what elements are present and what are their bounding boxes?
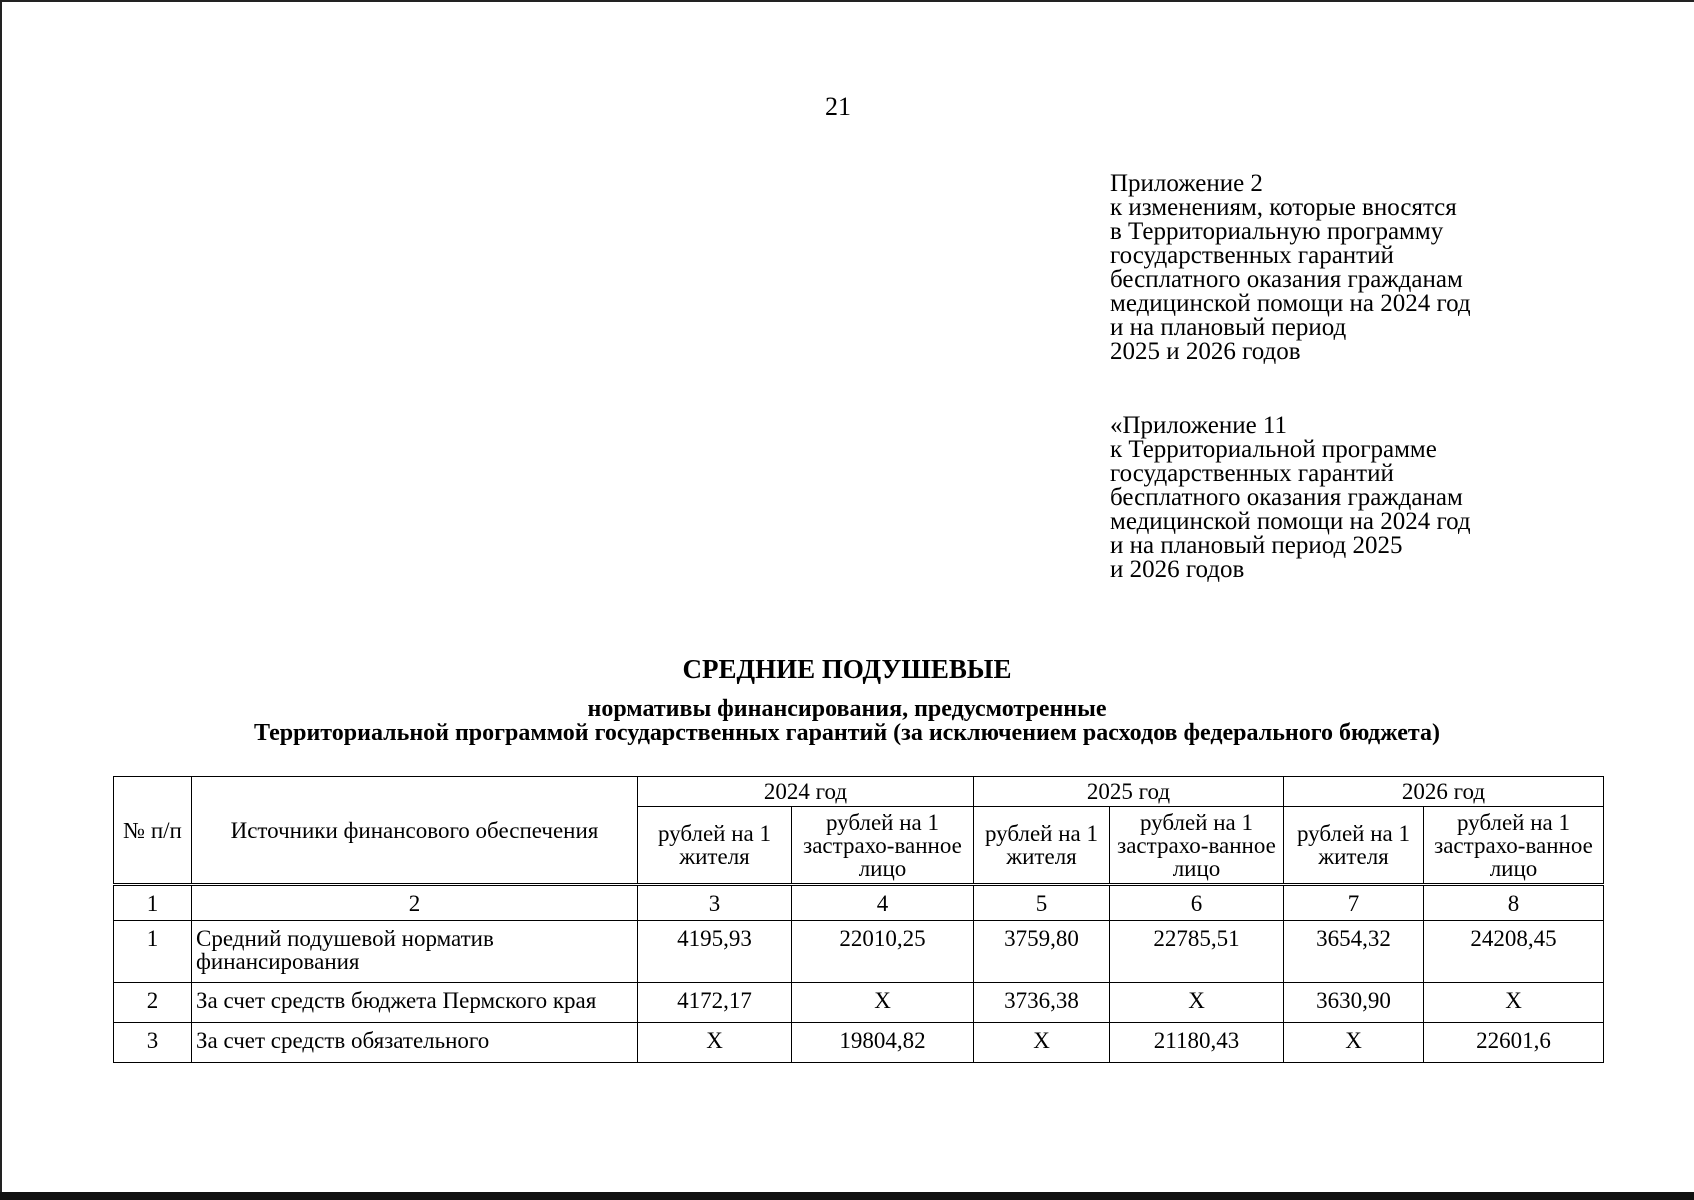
appendix-line: к Территориальной программе bbox=[1110, 436, 1437, 463]
appendix-11-caption bbox=[1110, 414, 1471, 582]
row-value: 3736,38 bbox=[974, 983, 1110, 1023]
row-value: 4172,17 bbox=[638, 983, 792, 1023]
row-source: За счет средств бюджета Пермского края bbox=[192, 983, 638, 1023]
row-source: За счет средств обязательного bbox=[192, 1023, 638, 1063]
table-row bbox=[114, 983, 1604, 1023]
row-value: 3654,32 bbox=[1284, 921, 1424, 983]
row-num: 3 bbox=[114, 1023, 192, 1063]
row-value: Х bbox=[1424, 983, 1604, 1023]
header-per-resident: рублей на 1 жителя bbox=[1284, 807, 1424, 885]
row-value: 21180,43 bbox=[1110, 1023, 1284, 1063]
row-num: 1 bbox=[114, 921, 192, 983]
column-number: 5 bbox=[974, 885, 1110, 921]
table-row bbox=[114, 1023, 1604, 1063]
row-value: Х bbox=[792, 983, 974, 1023]
row-value: 24208,45 bbox=[1424, 921, 1604, 983]
appendix-line: и на плановый период bbox=[1110, 314, 1347, 341]
scan-border-top bbox=[0, 0, 1694, 2]
header-num: № п/п bbox=[114, 777, 192, 885]
row-value: Х bbox=[974, 1023, 1110, 1063]
column-number: 6 bbox=[1110, 885, 1284, 921]
appendix-line: медицинской помощи на 2024 год bbox=[1110, 290, 1471, 317]
column-number: 4 bbox=[792, 885, 974, 921]
appendix-2-caption bbox=[1110, 172, 1471, 364]
scan-border-left bbox=[0, 0, 2, 1200]
row-value: 19804,82 bbox=[792, 1023, 974, 1063]
row-num: 2 bbox=[114, 983, 192, 1023]
header-year-2026: 2026 год bbox=[1284, 777, 1604, 807]
row-value: Х bbox=[1110, 983, 1284, 1023]
row-source: Средний подушевой норматив финансирования bbox=[192, 921, 638, 983]
appendix-line: бесплатного оказания гражданам bbox=[1110, 484, 1463, 511]
row-value: 22010,25 bbox=[792, 921, 974, 983]
column-number: 7 bbox=[1284, 885, 1424, 921]
table-row bbox=[114, 921, 1604, 983]
appendix-line: и на плановый период 2025 bbox=[1110, 532, 1403, 559]
appendix-line: государственных гарантий bbox=[1110, 460, 1394, 487]
document-subtitle-line-1: нормативы финансирования, предусмотренные bbox=[587, 696, 1107, 722]
appendix-line: государственных гарантий bbox=[1110, 242, 1394, 269]
row-value: 22601,6 bbox=[1424, 1023, 1604, 1063]
header-per-resident: рублей на 1 жителя bbox=[974, 807, 1110, 885]
appendix-line: бесплатного оказания гражданам bbox=[1110, 266, 1463, 293]
column-number: 2 bbox=[192, 885, 638, 921]
document-title: СРЕДНИЕ ПОДУШЕВЫЕ bbox=[682, 654, 1012, 684]
header-source: Источники финансового обеспечения bbox=[192, 777, 638, 885]
table-header-row bbox=[114, 777, 1604, 807]
column-number: 3 bbox=[638, 885, 792, 921]
financing-norms-table bbox=[113, 776, 1604, 1063]
row-value: 3630,90 bbox=[1284, 983, 1424, 1023]
scan-border-bottom bbox=[0, 1192, 1694, 1200]
row-value: 22785,51 bbox=[1110, 921, 1284, 983]
header-per-insured: рублей на 1 застрахо-ванное лицо bbox=[792, 807, 974, 885]
column-number: 8 bbox=[1424, 885, 1604, 921]
row-value: Х bbox=[1284, 1023, 1424, 1063]
appendix-line: Приложение 2 bbox=[1110, 170, 1263, 197]
header-per-insured: рублей на 1 застрахо-ванное лицо bbox=[1424, 807, 1604, 885]
document-subtitle-line-2: Территориальной программой государственных гарантий (за исключением расходов федерального бюджета) bbox=[254, 720, 1440, 746]
column-number: 1 bbox=[114, 885, 192, 921]
row-value: 4195,93 bbox=[638, 921, 792, 983]
row-value: Х bbox=[638, 1023, 792, 1063]
row-value: 3759,80 bbox=[974, 921, 1110, 983]
header-year-2025: 2025 год bbox=[974, 777, 1284, 807]
header-year-2024: 2024 год bbox=[638, 777, 974, 807]
header-per-insured: рублей на 1 застрахо-ванное лицо bbox=[1110, 807, 1284, 885]
header-per-resident: рублей на 1 жителя bbox=[638, 807, 792, 885]
appendix-line: к изменениям, которые вносятся bbox=[1110, 194, 1457, 221]
page-number: 21 bbox=[825, 92, 851, 121]
appendix-line: медицинской помощи на 2024 год bbox=[1110, 508, 1471, 535]
appendix-line: «Приложение 11 bbox=[1110, 412, 1288, 439]
column-number-row bbox=[114, 885, 1604, 921]
appendix-line: в Территориальную программу bbox=[1110, 218, 1444, 245]
appendix-line: и 2026 годов bbox=[1110, 556, 1245, 583]
appendix-line: 2025 и 2026 годов bbox=[1110, 338, 1301, 365]
